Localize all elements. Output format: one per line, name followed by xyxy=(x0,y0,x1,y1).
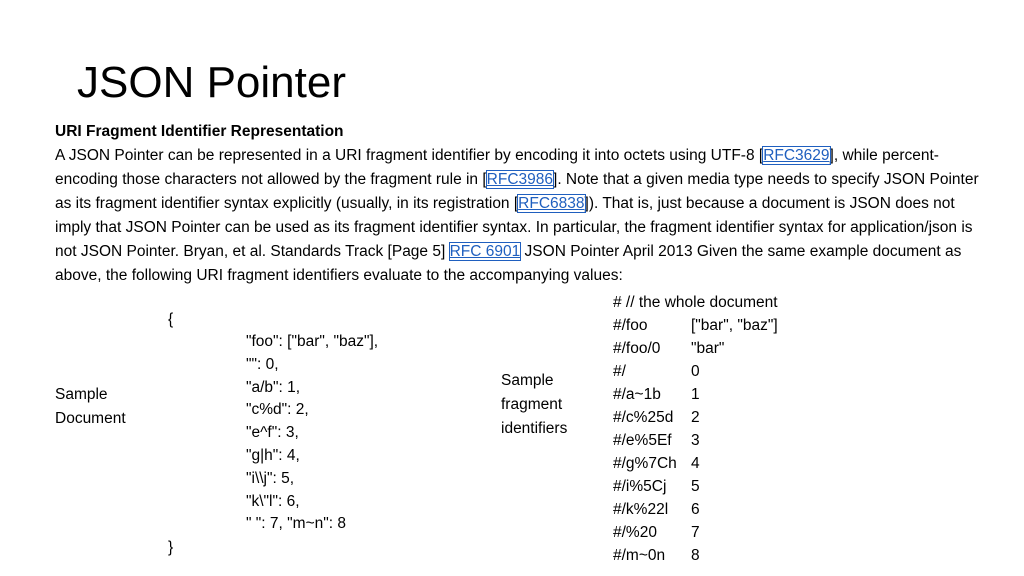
fragment-pointer: #/e%5Ef xyxy=(613,432,672,449)
table-row xyxy=(613,406,778,429)
sample-document-code xyxy=(246,331,378,536)
fragment-pointer: #/c%25d xyxy=(613,409,674,426)
fragment-value: 5 xyxy=(691,478,700,495)
label-line: Sample xyxy=(55,386,108,403)
paragraph-text: A JSON Pointer can be represented in a URI fragment identifier by encoding it into octets using UTF-8 [ xyxy=(55,147,764,164)
table-row xyxy=(613,544,778,567)
code-line: "a/b": 1, xyxy=(246,378,301,396)
section-heading: URI Fragment Identifier Representation xyxy=(55,123,344,140)
fragment-value: "bar" xyxy=(691,340,725,357)
code-line: "g|h": 4, xyxy=(246,446,300,464)
rfc-link[interactable]: RFC6838 xyxy=(518,195,585,212)
paragraph-text: JSON Pointer April 2013 Given the same example document as above, the following URI fragment identifiers evaluate to the accompanying values: xyxy=(55,243,962,284)
fragment-pointer: #/m~0n xyxy=(613,547,666,564)
table-row xyxy=(613,314,778,337)
fragment-pointer: #/i%5Cj xyxy=(613,478,667,495)
table-row xyxy=(613,452,778,475)
fragment-value: 4 xyxy=(691,455,700,472)
sample-document-label xyxy=(55,383,126,431)
label-line: Sample xyxy=(501,372,554,389)
fragment-pointer: #/a~1b xyxy=(613,386,661,403)
fragment-value: ["bar", "baz"] xyxy=(691,317,778,334)
sample-fragment-label xyxy=(501,369,567,441)
table-row xyxy=(613,429,778,452)
table-row xyxy=(613,291,778,314)
code-line: "c%d": 2, xyxy=(246,401,309,419)
fragment-pointer: #/k%22l xyxy=(613,501,669,518)
fragment-identifier-table xyxy=(613,291,778,567)
fragment-value: 2 xyxy=(691,409,700,426)
paragraph-text: ]). That is, just because a document is JSON does not imply that JSON Pointer can be used as its fragment identifier syntax. In particular, the fragment identifier syntax for application/json is not JSON Pointer. Bryan, et al. Standards Track [Page 5] xyxy=(55,195,973,260)
code-line: "e^f": 3, xyxy=(246,424,299,442)
paragraph xyxy=(55,147,979,284)
fragment-value: 6 xyxy=(691,501,700,518)
slide-title: JSON Pointer xyxy=(77,58,346,107)
code-line: "foo": ["bar", "baz"], xyxy=(246,333,379,350)
fragment-pointer: #/foo/0 xyxy=(613,340,661,357)
label-line: fragment xyxy=(501,396,563,413)
fragment-value: 0 xyxy=(691,363,700,380)
paragraph-text: ], while percent-encoding those characters not allowed by the fragment rule in [ xyxy=(55,147,939,188)
fragment-pointer: #/foo xyxy=(613,317,648,334)
table-row xyxy=(613,521,778,544)
code-line: " ": 7, "m~n": 8 xyxy=(246,515,346,533)
label-line: identifiers xyxy=(501,420,568,437)
table-row xyxy=(613,475,778,498)
code-line: "i\\j": 5, xyxy=(246,469,295,487)
table-row xyxy=(613,360,778,383)
fragment-pointer: # // the whole document xyxy=(613,294,778,311)
fragment-value: 7 xyxy=(691,524,700,541)
table-row xyxy=(613,498,778,521)
rfc-link[interactable]: RFC 6901 xyxy=(449,243,521,260)
rfc-link[interactable]: RFC3986 xyxy=(486,171,554,188)
fragment-value: 1 xyxy=(691,386,700,403)
document-close-brace: } xyxy=(168,539,174,556)
body-text xyxy=(55,120,985,288)
fragment-value: 3 xyxy=(691,432,700,449)
paragraph-text: ]. Note that a given media type needs to specify JSON Pointer as its fragment identifier syntax explicitly (usually, in its registration [ xyxy=(55,171,979,212)
code-line: "k\"l": 6, xyxy=(246,492,300,510)
table-row xyxy=(613,337,778,360)
code-line: "": 0, xyxy=(246,355,279,373)
fragment-pointer: #/g%7Ch xyxy=(613,455,677,472)
document-open-brace: { xyxy=(168,311,174,328)
fragment-pointer: #/%20 xyxy=(613,524,657,541)
fragment-value: 8 xyxy=(691,547,700,564)
label-line: Document xyxy=(55,410,126,427)
rfc-link[interactable]: RFC3629 xyxy=(763,147,830,164)
fragment-pointer: #/ xyxy=(613,363,626,380)
table-row xyxy=(613,383,778,406)
